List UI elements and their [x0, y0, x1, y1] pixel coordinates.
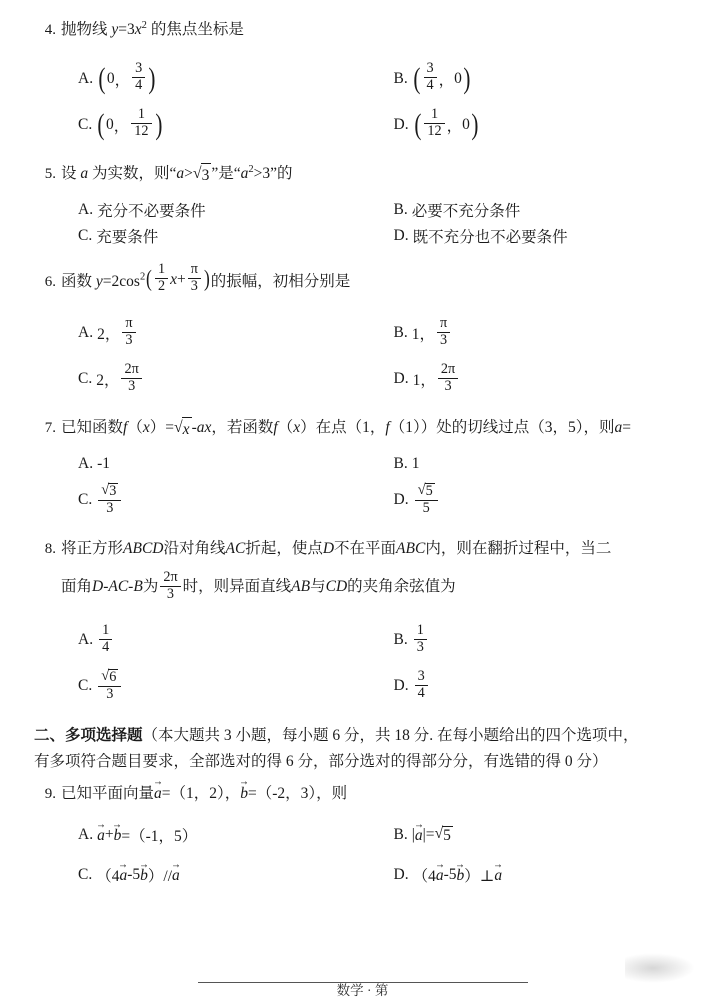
question-6	[0, 249, 725, 402]
q8-cd: CD	[325, 577, 348, 595]
option-label: C.	[78, 227, 93, 245]
option-label: D.	[393, 370, 409, 387]
q9d-minus: -5	[443, 866, 457, 884]
q9b-bar1: |	[411, 826, 415, 844]
q5-gt2: >3	[253, 164, 271, 182]
footer-rule	[198, 982, 528, 983]
question-4-option-d[interactable]	[372, 102, 688, 148]
option-text: 必要不充分条件	[411, 203, 521, 221]
question-8-option-d[interactable]	[372, 663, 688, 709]
fraction: $\frac{1}{2}$	[155, 262, 168, 295]
question-5-option-a[interactable]	[56, 197, 372, 223]
fraction: $\frac{1}{12}$	[424, 107, 444, 140]
q8-l2e: 的夹角余弦值为	[347, 577, 456, 595]
q4b-comma: ，	[438, 71, 455, 89]
question-6-option-c[interactable]	[56, 356, 372, 402]
q6-plus: +	[176, 270, 186, 288]
question-8-option-b[interactable]	[372, 617, 688, 663]
q8-ac: AC	[225, 540, 246, 558]
question-5-options	[34, 197, 687, 249]
q4-y: y	[111, 21, 119, 39]
question-8-stem	[34, 537, 687, 603]
question-4-options	[34, 56, 687, 148]
sqrt: √ x	[174, 416, 192, 441]
fraction: $\frac{3}{4}$	[424, 61, 437, 94]
q9-vec-a: a →	[154, 781, 162, 805]
fraction: $\frac{\pi}{3}$	[437, 316, 450, 349]
page-footer	[0, 979, 725, 999]
q6-sup2: 2	[139, 271, 146, 283]
q7-x: x	[142, 419, 150, 436]
q7-minus: -	[191, 419, 197, 436]
question-9-options	[34, 815, 687, 895]
sqrt: √ 3	[193, 162, 211, 187]
fraction: $\frac{2\pi}{3}$	[438, 362, 458, 395]
q4c-left: 0	[106, 115, 114, 133]
q4d-comma: ，	[446, 117, 463, 135]
q5-t1: 设	[61, 164, 77, 182]
q9c-vec-a2: a →	[172, 866, 180, 885]
q9c-minus: -5	[127, 866, 141, 884]
option-label: D.	[393, 115, 409, 133]
option-label: A.	[78, 455, 94, 473]
q7-t3: 在点（1，	[315, 419, 386, 436]
question-9-option-c[interactable]	[56, 855, 372, 895]
paren-close: )	[471, 108, 479, 141]
question-5-option-b[interactable]	[372, 197, 688, 223]
question-7-option-a[interactable]	[56, 451, 372, 477]
question-9-stem	[34, 781, 687, 806]
option-label: A.	[78, 69, 94, 87]
q9c-open: （4	[96, 868, 120, 886]
q5-t4: ”的	[270, 164, 293, 182]
q9-vec-b: b →	[240, 781, 248, 805]
q7-t5: =	[622, 419, 631, 436]
q7-x2: x	[293, 419, 301, 436]
question-5-number: 5.	[44, 165, 56, 182]
paren-open: (	[146, 265, 152, 292]
question-4-option-b[interactable]	[372, 56, 688, 102]
q4a-left: 0	[106, 69, 115, 87]
fraction: $\frac{1}{12}$	[131, 107, 151, 140]
q8-l1b: 沿对角线	[163, 540, 226, 558]
fraction: √ 5 5	[415, 482, 438, 517]
fraction: $\frac{2\pi}{3}$	[121, 362, 141, 395]
q7-t2: ，若函数	[211, 419, 274, 436]
option-label: C.	[78, 370, 93, 387]
q7-f2: f	[273, 419, 278, 436]
fraction: $\frac{\pi}{3}$	[188, 262, 201, 295]
q7-t1: 已知函数	[61, 419, 124, 436]
q6-x: x	[170, 270, 177, 288]
option-label: C.	[78, 866, 93, 884]
option-label: A.	[78, 201, 94, 219]
section-title: 二、多项选择题	[34, 727, 143, 745]
q5-a3: a	[240, 164, 249, 182]
q4-x: x	[134, 21, 142, 39]
fraction: $\frac{1}{3}$	[414, 623, 427, 656]
q4-coef: 3	[127, 21, 135, 39]
q7-ax: x	[204, 419, 212, 436]
option-text: 2，	[96, 372, 120, 389]
question-4-stem	[34, 18, 687, 42]
question-4-option-c[interactable]	[56, 102, 372, 148]
question-8-options	[34, 617, 687, 709]
fraction: $\frac{1}{4}$	[99, 623, 112, 656]
q9-eq1: =（1，2），	[161, 784, 241, 802]
q8-l1e: 内，则在翻折过程中，当二	[425, 540, 612, 558]
q4-stem-prefix: 抛物线	[61, 21, 108, 39]
section-heading	[0, 709, 725, 774]
option-label: D.	[393, 491, 409, 509]
option-text: 1，	[411, 326, 435, 343]
paren-open: (	[413, 62, 421, 95]
question-5-option-d[interactable]	[372, 223, 688, 249]
question-9-option-b[interactable]	[372, 815, 688, 855]
option-text: 1	[411, 455, 420, 473]
option-text: 既不充分也不必要条件	[412, 229, 568, 247]
question-7-option-b[interactable]	[372, 451, 688, 477]
q5-a: a	[80, 164, 89, 182]
fraction: $\frac{3}{4}$	[415, 669, 428, 702]
question-8-stem-line1	[61, 537, 687, 560]
q9d-vec-a2: a →	[494, 866, 502, 885]
question-7	[0, 402, 725, 523]
fraction: √ 6 3	[98, 668, 121, 703]
question-9-option-a[interactable]	[56, 815, 372, 855]
option-label: C.	[78, 491, 93, 509]
option-label: B.	[393, 455, 408, 473]
option-label: B.	[393, 69, 408, 87]
question-9-number: 9.	[44, 785, 56, 802]
option-text: 充要条件	[96, 229, 159, 247]
q9d-vec-b: b →	[457, 866, 465, 885]
option-label: A.	[78, 826, 94, 844]
sqrt: √ 5	[434, 825, 451, 845]
q9b-eq: =	[425, 826, 435, 844]
question-7-options	[34, 451, 687, 523]
q7-a2: a	[614, 419, 623, 436]
q9d-close: ）⊥	[464, 868, 495, 886]
q5-t3: ”是“	[211, 164, 241, 182]
q8-l2d: 与	[310, 577, 326, 595]
q4-stem-suffix: 的焦点坐标是	[150, 21, 244, 39]
option-label: A.	[78, 631, 94, 649]
q4a-comma: ，	[114, 71, 131, 89]
option-text: 2，	[97, 326, 121, 343]
q6-cos: cos	[119, 272, 140, 290]
option-label: C.	[78, 115, 93, 133]
option-label: D.	[393, 227, 409, 245]
q6-two: 2	[111, 272, 120, 290]
q8-ab: AB	[291, 577, 311, 595]
option-label: B.	[393, 826, 408, 844]
paren-open: (	[98, 62, 106, 95]
q5-t2: 为实数，则“	[92, 164, 177, 182]
question-5	[0, 148, 725, 249]
q8-abcd: ABCD	[123, 540, 164, 558]
q8-l1c: 折起，使点	[245, 540, 323, 558]
fraction: $\frac{\pi}{3}$	[122, 316, 135, 349]
q9c-close: ）//	[147, 868, 173, 886]
q5-sup2: 2	[248, 163, 254, 175]
q4-pow: 2	[141, 20, 147, 31]
question-7-option-d[interactable]	[372, 477, 688, 523]
section-body: （本大题共 3 小题，每小题 6 分，共 18 分. 在每小题给出的四个选项中，	[142, 727, 639, 745]
q8-l2a: 面角	[61, 577, 93, 595]
question-4	[0, 0, 725, 148]
option-label: D.	[393, 677, 409, 695]
q8-dacb: D-AC-B	[92, 577, 143, 595]
paren-close: )	[463, 62, 471, 95]
q9c-vec-a: a →	[119, 866, 127, 885]
question-6-options	[34, 310, 687, 402]
option-label: A.	[78, 324, 94, 341]
paren-close: )	[148, 62, 156, 95]
q9-t1: 已知平面向量	[61, 784, 155, 802]
q9d-open: （4	[412, 868, 436, 886]
question-5-option-c[interactable]	[56, 223, 372, 249]
q4c-comma: ，	[113, 117, 130, 135]
q9a-eq: =（-1，5）	[121, 828, 198, 846]
paren-open: (	[97, 108, 105, 141]
q6-tail: 的振幅，初相分别是	[210, 272, 351, 290]
question-4-option-a[interactable]	[56, 56, 372, 102]
question-8-option-c[interactable]	[56, 663, 372, 709]
section-line2: 有多项符合题目要求，全部选对的得 6 分，部分选对的得部分分，有选错的得 0 分）	[34, 753, 608, 770]
q9a-vec-b: b →	[114, 826, 122, 845]
fraction: √ 3 3	[98, 482, 121, 517]
fraction: $\frac{2\pi}{3}$	[160, 570, 180, 603]
q4b-right: 0	[454, 69, 462, 87]
q7-eq: =	[165, 419, 174, 436]
q9a-vec-a: a →	[97, 826, 105, 845]
q9c-vec-b: b →	[140, 866, 148, 885]
question-6-number: 6.	[44, 273, 56, 290]
question-8-stem-line2	[61, 568, 687, 604]
question-7-stem: 7. 已知函数f（x）= √ x -ax，若函数f（x）在点（1，f（1））处的切线过点（3，5），则a=	[34, 416, 687, 441]
question-8-option-a[interactable]	[56, 617, 372, 663]
q8-l1d: 不在平面	[334, 540, 397, 558]
option-label: D.	[393, 866, 409, 884]
q9b-vec-a: a →	[415, 826, 423, 845]
question-8-number: 8.	[44, 541, 56, 558]
q4d-right: 0	[462, 115, 470, 133]
q9a-plus: +	[104, 826, 114, 844]
q5-a2: a	[176, 164, 185, 182]
paren-close: )	[203, 265, 210, 292]
question-6-stem	[34, 263, 687, 296]
option-text: 充分不必要条件	[97, 203, 206, 221]
option-label: B.	[393, 201, 408, 219]
question-7-number: 7.	[44, 420, 56, 436]
q9-eq2: =（-2，3），则	[248, 784, 348, 802]
q6-t1: 函数	[61, 272, 93, 290]
paren-close: )	[154, 108, 162, 141]
question-6-option-a[interactable]	[56, 310, 372, 356]
question-7-option-c[interactable]	[56, 477, 372, 523]
q6-y: y	[95, 272, 103, 290]
q6-eq: =	[102, 272, 112, 290]
option-label: C.	[78, 677, 93, 695]
q7-f: f	[123, 419, 128, 436]
option-label: B.	[393, 631, 408, 649]
q9d-vec-a: a →	[436, 866, 444, 885]
question-4-number: 4.	[44, 22, 56, 39]
q4-eq: =	[118, 21, 128, 39]
question-9-option-d[interactable]	[372, 855, 688, 895]
q9b-bar2: |	[422, 826, 426, 844]
q5-gt: >	[184, 164, 193, 182]
q7-a: a	[196, 419, 205, 436]
q8-l1a: 将正方形	[61, 540, 124, 558]
q7-f3: f	[385, 419, 390, 436]
q8-d: D	[322, 540, 335, 558]
option-label: B.	[393, 324, 408, 341]
footer-text: 数学 · 第	[336, 983, 389, 998]
question-6-option-b[interactable]	[372, 310, 688, 356]
paren-open: (	[413, 108, 422, 141]
fraction: $\frac{3}{4}$	[132, 61, 145, 94]
q8-l2b: 为	[142, 577, 159, 595]
question-5-stem	[34, 162, 687, 187]
question-8	[0, 523, 725, 709]
question-6-option-d[interactable]	[372, 356, 688, 402]
question-9	[0, 775, 725, 896]
q7-t4: （1））处的切线过点（3，5），则	[389, 419, 615, 436]
q8-l2c: 时，则异面直线	[182, 577, 292, 595]
option-text: 1，	[412, 372, 436, 389]
option-text: -1	[97, 455, 110, 473]
q8-abc: ABC	[396, 540, 426, 558]
